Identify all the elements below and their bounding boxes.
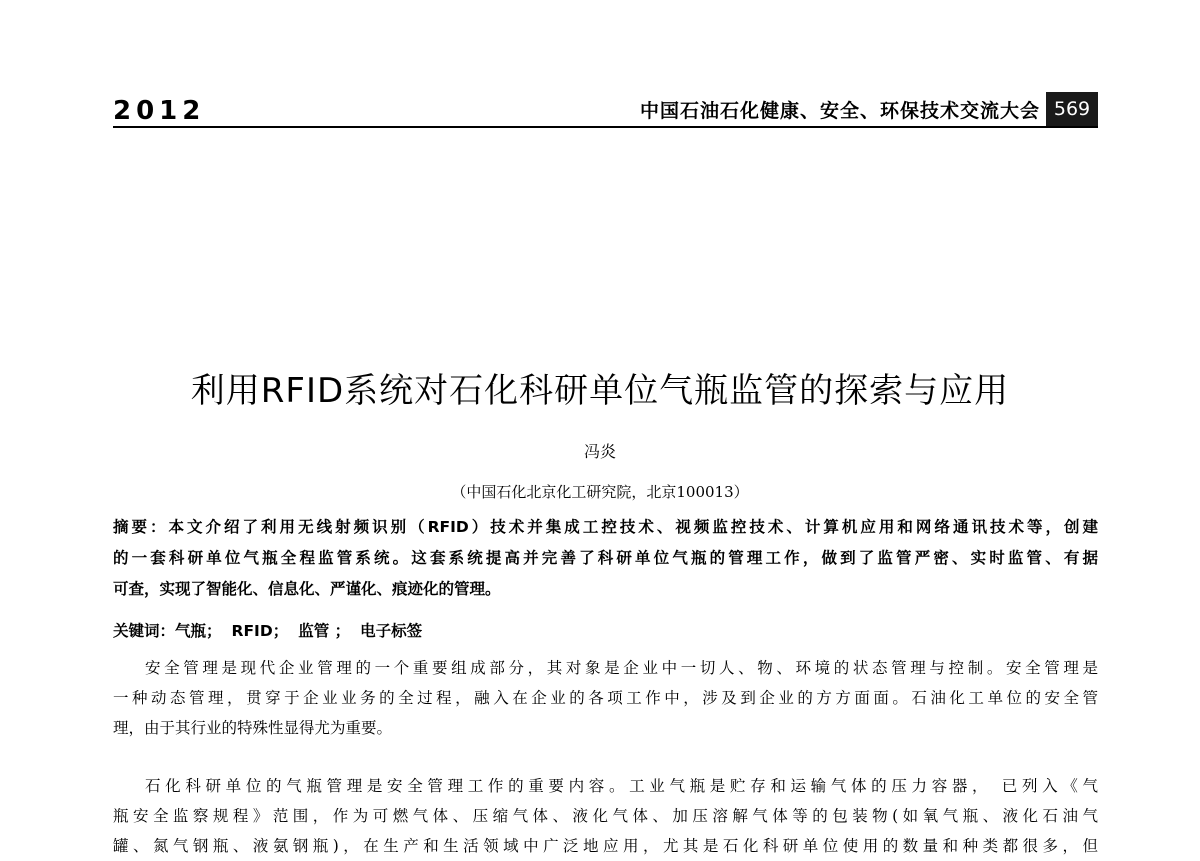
header-rule — [113, 126, 1098, 128]
abstract-line: 可查，实现了智能化、信息化、严谨化、痕迹化的管理。 — [113, 580, 501, 598]
abstract — [113, 512, 1098, 605]
paragraph-line: 安全管理是现代企业管理的一个重要组成部分，其对象是企业中一切人、物、环境的状态管理与控制。安全管理是 — [145, 659, 1098, 677]
running-header — [113, 92, 1098, 130]
header-conference-title: 中国石油石化健康、安全、环保技术交流大会 — [639, 100, 1040, 122]
paper-title: 利用RFID系统对石化科研单位气瓶监管的探索与应用 — [190, 371, 1010, 411]
body-paragraph — [113, 771, 1098, 861]
paragraph-line: 一种动态管理，贯穿于企业业务的全过程，融入在企业的各项工作中，涉及到企业的方方面面。石油化工单位的安全管 — [113, 689, 1098, 707]
author-name: 冯炎 — [583, 442, 616, 461]
paragraph-line: 石化科研单位的气瓶管理是安全管理工作的重要内容。工业气瓶是贮存和运输气体的压力容器， 已列入《气 — [145, 777, 1098, 795]
keyword-item: 电子标签 — [360, 622, 423, 640]
keyword-item: RFID； — [231, 622, 289, 640]
author-affiliation: （中国石化北京化工研究院，北京100013） — [451, 483, 749, 501]
keyword-item: 气瓶； — [175, 622, 222, 640]
header-page-number: 569 — [1046, 92, 1098, 126]
abstract-line: 的一套科研单位气瓶全程监管系统。这套系统提高并完善了科研单位气瓶的管理工作，做到了监管严密、实时监管、有据 — [113, 549, 1098, 567]
keywords — [113, 616, 1098, 646]
keyword-item: 监管 ； — [298, 622, 351, 640]
keywords-label: 关键词： — [113, 622, 176, 640]
body-paragraph — [113, 653, 1098, 743]
paragraph-line: 理，由于其行业的特殊性显得尤为重要。 — [113, 719, 393, 737]
header-year: 2012 — [113, 96, 206, 126]
abstract-line: 摘要：本文介绍了利用无线射频识别（RFID）技术并集成工控技术、视频监控技术、计算机应用和网络通讯技术等，创建 — [113, 518, 1098, 536]
paragraph-line: 瓶安全监察规程》范围，作为可燃气体、压缩气体、液化气体、加压溶解气体等的包装物(如氧气瓶、液化石油气 — [113, 807, 1098, 825]
paragraph-line: 罐、氮气钢瓶、液氨钢瓶)，在生产和生活领域中广泛地应用，尤其是石化科研单位使用的数量和种类都很多，但 — [113, 837, 1098, 855]
